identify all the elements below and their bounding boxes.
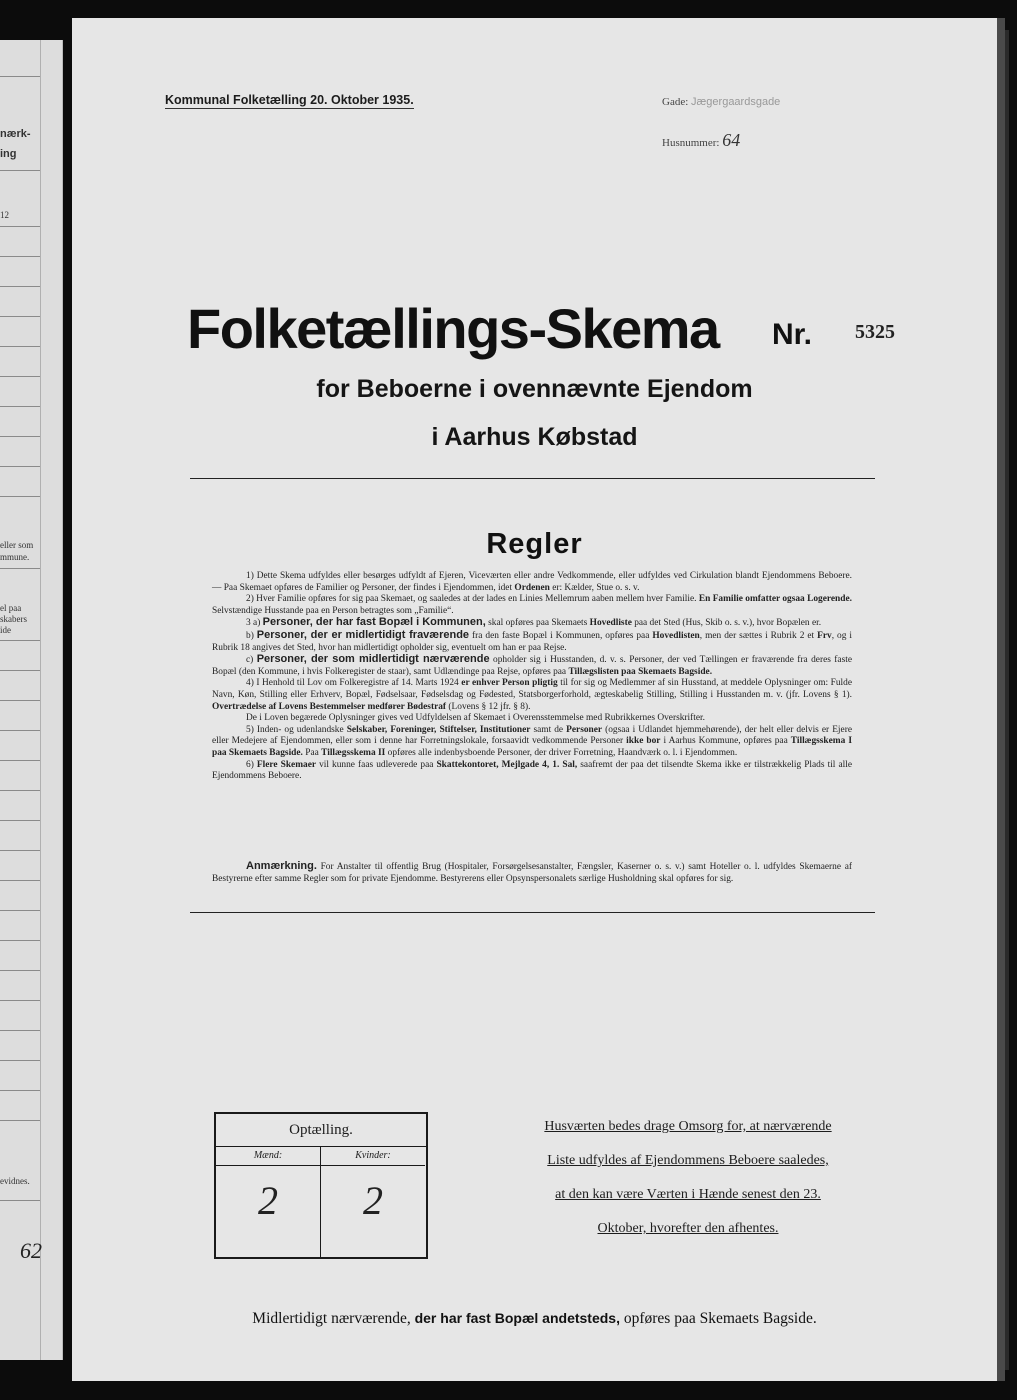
subtitle-line-2: i Aarhus Købstad bbox=[431, 423, 638, 451]
footer-note: Midlertidigt nærværende, der har fast Bopæl andetsteds, opføres paa Skemaets Bagside. bbox=[252, 1310, 817, 1327]
left-page-fragment: ing bbox=[0, 148, 17, 160]
left-page-fragment: el paa bbox=[0, 603, 22, 613]
left-page-strip bbox=[0, 40, 63, 1360]
count-box bbox=[214, 1112, 428, 1259]
left-page-rule bbox=[0, 730, 40, 731]
left-page-fragment: 12 bbox=[0, 210, 9, 220]
left-page-rule bbox=[0, 820, 40, 821]
left-page-rule bbox=[0, 170, 40, 171]
left-page-rule bbox=[0, 76, 40, 77]
left-page-rule bbox=[0, 316, 40, 317]
rules-body bbox=[212, 571, 852, 783]
form-number-value: 5325 bbox=[855, 321, 895, 343]
left-page-rule bbox=[0, 970, 40, 971]
page-edge-shadow bbox=[1005, 30, 1009, 1370]
left-page-rule bbox=[0, 286, 40, 287]
left-page-rule bbox=[0, 670, 40, 671]
left-page-rule bbox=[0, 880, 40, 881]
left-page-fragment: ide bbox=[0, 625, 11, 635]
census-header: Kommunal Folketælling 20. Oktober 1935. bbox=[165, 93, 414, 107]
left-page-rule bbox=[0, 760, 40, 761]
left-page-fragment: nærk- bbox=[0, 128, 31, 140]
count-men-column bbox=[216, 1147, 321, 1257]
count-title: Optælling. bbox=[216, 1114, 426, 1147]
street-value: Jægergaardsgade bbox=[691, 96, 781, 108]
count-men-label: Mænd: bbox=[216, 1147, 320, 1166]
host-notice-line: Oktober, hvorefter den afhentes. bbox=[597, 1221, 779, 1236]
left-page-rule bbox=[0, 568, 40, 569]
form-title: Folketællings-Skema bbox=[187, 297, 719, 360]
count-men-value: 2 bbox=[258, 1178, 278, 1223]
rule-3c: c) Personer, der som midlertidigt nærværende opholder sig i Husstanden, d. v. s. Personer, der ved Tællingen er fraværende fra deres faste Bopæl (den Kommune, i hvis Folkeregister de staar), samt Udlændinge paa Rejse, opføres paa Tillægslisten paa Skemaets Bagside. bbox=[212, 653, 852, 677]
divider-bottom bbox=[190, 912, 875, 913]
left-page-rule bbox=[0, 226, 40, 227]
left-page-rule bbox=[0, 466, 40, 467]
rule-3b: b) Personer, der er midlertidigt fraværende fra den faste Bopæl i Kommunen, opføres paa Hovedlisten, men der sættes i Rubrik 2 et Frv, og i Rubrik 18 angives det Sted, hvor han midlertidigt opholder sig, eventuelt om han er paa Rejse. bbox=[212, 628, 853, 653]
count-women-label: Kvinder: bbox=[321, 1147, 425, 1166]
remark-text: For Anstalter til offentlig Brug (Hospitaler, Forsørgelsesanstalter, Fængsler, Kaserner o. s. v.) samt Hoteller o. l. udfyldes Skemaerne af Bestyrerne efter samme Regler som for private Ejendomme. Bestyrerens eller Opsynspersonalets særlige Husholdning skal opføres for sig. bbox=[212, 862, 852, 884]
host-notice-line: Husværten bedes drage Omsorg for, at nærværende bbox=[544, 1119, 832, 1134]
left-page-rule bbox=[0, 376, 40, 377]
host-notice bbox=[518, 1114, 858, 1241]
count-women-column bbox=[321, 1147, 425, 1257]
page-edge bbox=[997, 18, 1005, 1381]
remark-paragraph bbox=[212, 861, 852, 885]
left-page-rule bbox=[0, 256, 40, 257]
left-page-rule bbox=[0, 1030, 40, 1031]
left-page-rule bbox=[0, 406, 40, 407]
street-field bbox=[662, 96, 780, 108]
subtitle-line-1: for Beboerne i ovennævnte Ejendom bbox=[316, 375, 753, 403]
left-page-fragment: eller som bbox=[0, 540, 34, 550]
left-page-fragment: mmune. bbox=[0, 552, 30, 562]
rules-heading: Regler bbox=[486, 528, 583, 560]
rule-1: 1) Dette Skema udfyldes eller besørges udfyldt af Ejeren, Viceværten eller andre Vedkommende, eller udfyldes ved Cirkulation blandt Ejendommens Beboere. — Paa Skemaet opføres de Familier og Personer, der findes i Ejendommen, idet Ordenen er: Kælder, Stue o. s. v. bbox=[212, 571, 852, 593]
house-number-label: Husnummer: bbox=[662, 137, 720, 149]
rule-4: 4) I Henhold til Lov om Folkeregistre af 14. Marts 1924 er enhver Person pligtig til for sig og Medlemmer af sin Husstand, at meddele Oplysninger om: Fulde Navn, Køn, Stilling eller Erhverv, Bopæl, Fødselsaar, Fødselsdag og Fødested, Statsborgerforhold, ægteskabelig Stilling, Stilling i Husstanden m. v. (jfr. Lovens § 1). Overtrædelse af Lovens Bestemmelser medfører Bødestraf (Lovens § 12 jfr. § 8). bbox=[212, 678, 853, 712]
census-form-page bbox=[72, 18, 997, 1381]
rule-5: 5) Inden- og udenlandske Selskaber, Foreninger, Stiftelser, Institutioner samt de Personer (ogsaa i Udlandet hjemmehørende), der helt eller delvis er Ejere eller Medejere af Ejendommen, eller som i denne har Forretningslokale, forsaavidt vedkommende Personer ikke bor i Aarhus Kommune, opføres paa Tillægsskema I paa Skemaets Bagside. Paa Tillægsskema II opføres alle indenbysboende Personer, der driver Forretning, Haandværk o. l. i Ejendommen. bbox=[212, 724, 852, 758]
left-page-fragment: skabers bbox=[0, 614, 27, 624]
left-page-fragment: evidnes. bbox=[0, 1176, 30, 1186]
left-page-rule bbox=[0, 436, 40, 437]
left-page-rule bbox=[0, 940, 40, 941]
left-page-rule bbox=[0, 850, 40, 851]
left-page-rule bbox=[0, 346, 40, 347]
left-page-rule bbox=[0, 1000, 40, 1001]
left-page-rule bbox=[0, 790, 40, 791]
left-page-rule bbox=[0, 1120, 40, 1121]
left-page-rule bbox=[0, 640, 40, 641]
rule-3a: 3 a) Personer, der har fast Bopæl i Kommunen, skal opføres paa Skemaets Hovedliste paa det Sted (Hus, Skib o. s. v.), hvor Bopælen er. bbox=[246, 616, 822, 629]
margin-handwriting: 62 bbox=[20, 1238, 42, 1263]
remark-label: Anmærkning. bbox=[246, 860, 317, 872]
rule-6: 6) Flere Skemaer vil kunne faas udleverede paa Skattekontoret, Mejlgade 4, 1. Sal, saafremt der paa det tilsendte Skema ikke er tilstrækkelig Plads til alle Ejendommens Beboere. bbox=[212, 759, 853, 782]
street-label: Gade: bbox=[662, 96, 689, 108]
left-page-rule bbox=[0, 1090, 40, 1091]
left-page-rule bbox=[0, 496, 40, 497]
count-women-value: 2 bbox=[363, 1178, 383, 1223]
left-page-margin-line bbox=[40, 40, 41, 1360]
house-number-value: 64 bbox=[722, 130, 741, 150]
host-notice-line: at den kan være Værten i Hænde senest den 23. bbox=[555, 1187, 821, 1202]
house-number-field bbox=[662, 130, 740, 151]
form-number-label: Nr. bbox=[772, 318, 813, 351]
host-notice-line: Liste udfyldes af Ejendommens Beboere saaledes, bbox=[547, 1153, 829, 1168]
left-page-rule bbox=[0, 1200, 40, 1201]
left-page-rule bbox=[0, 700, 40, 701]
left-page-rule bbox=[0, 1060, 40, 1061]
divider-top bbox=[190, 478, 875, 479]
rule-4-continued: De i Loven begærede Oplysninger gives ved Udfyldelsen af Skemaet i Overensstemmelse med Rubrikkernes Overskrifter. bbox=[246, 713, 705, 724]
left-page-rule bbox=[0, 910, 40, 911]
rule-2: 2) Hver Familie opføres for sig paa Skemaet, og saaledes at der lades en Linies Mellemrum aaben mellem hver Familie. En Familie omfatter ogsaa Logerende. Selvstændige Husstande paa en Person betragtes som „Familie“. bbox=[212, 594, 852, 616]
